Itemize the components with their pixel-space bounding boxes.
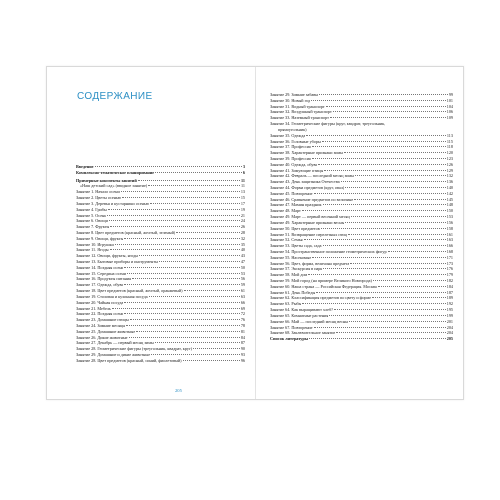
dot-leader xyxy=(109,220,240,221)
toc-entry-title: Занятие 41. Зимующие птицы xyxy=(270,167,324,173)
toc-entry-page: 132 xyxy=(446,173,453,179)
toc-entry-page: 6 xyxy=(242,169,245,175)
toc-entry-title: Занятие 28. Цвет предметов (красный, синий, фиолетовый) xyxy=(76,357,182,363)
toc-list-right xyxy=(270,92,453,342)
toc-entry-title: Занятие 54. Пространственное положение геометрических фигур xyxy=(270,248,387,254)
dot-leader xyxy=(388,251,446,252)
toc-entry-title: Занятие 31. Водный транспорт xyxy=(270,103,325,109)
toc-entry-page: 189 xyxy=(446,295,453,301)
dot-leader xyxy=(155,342,240,343)
dot-leader xyxy=(309,338,446,339)
toc-entry-title: Занятие 3. Деревья и кустарники осенью xyxy=(76,200,149,206)
toc-entry-title: Занятие 42. Февраль — последний месяц зимы xyxy=(270,173,354,179)
dot-leader xyxy=(176,232,240,233)
toc-entry-title: Занятие 5. Осень xyxy=(76,212,107,218)
toc-entry-title: «Наш детский сад» (вводное занятие) xyxy=(80,183,148,189)
toc-entry-page: 13 xyxy=(240,189,245,195)
dot-leader xyxy=(355,175,446,176)
dot-leader xyxy=(318,164,445,165)
dot-leader xyxy=(306,135,446,136)
dot-leader xyxy=(323,245,446,246)
dot-leader xyxy=(308,274,446,275)
toc-entry-page: 19 xyxy=(240,206,245,212)
dot-leader xyxy=(350,263,445,264)
dot-leader xyxy=(341,181,446,182)
toc-entry xyxy=(76,358,245,364)
dot-leader xyxy=(155,172,242,173)
page-heading: СОДЕРЖАНИЕ xyxy=(77,91,153,102)
toc-entry-title: Занятие 64. Как выращивают хлеб? xyxy=(270,307,334,313)
toc-entry-title: Занятие 22. Поздняя осень xyxy=(76,311,124,317)
toc-entry-title: Занятие 35. Одежда xyxy=(270,132,306,138)
toc-entry-title: Занятие 29. Зимние забавы xyxy=(270,92,319,97)
toc-entry-page: 53 xyxy=(240,270,245,276)
toc-entry-title: Занятие 49. Март — первый весенний месяц xyxy=(270,214,350,220)
toc-entry-page: 158 xyxy=(446,225,453,231)
toc-entry-title: Занятие 36. Головные уборы xyxy=(270,138,321,144)
toc-entry-page: 104 xyxy=(446,103,453,109)
toc-entry-page: 120 xyxy=(446,150,453,156)
toc-entry-page: 142 xyxy=(446,190,453,196)
toc-entry-title: Занятие 65. Комнатные растения xyxy=(270,312,329,318)
dot-leader xyxy=(312,158,445,159)
dot-leader xyxy=(110,226,239,227)
page-number: 205 xyxy=(175,388,182,393)
toc-entry-title: прямоугольник) xyxy=(278,126,307,132)
toc-entry-page: 81 xyxy=(240,328,245,334)
toc-entry-page: 96 xyxy=(240,357,245,363)
dot-leader xyxy=(122,197,240,198)
dot-leader xyxy=(321,228,446,229)
dot-leader xyxy=(311,100,445,101)
dot-leader xyxy=(373,280,446,281)
dot-leader xyxy=(110,249,240,250)
toc-entry-title: Занятие 47. Мамин праздник xyxy=(270,202,322,208)
toc-entry-title: Занятие 26. Дикие животные xyxy=(76,334,128,340)
toc-entry-title: Занятие 56. Цвет, форма, величина предмета xyxy=(270,260,350,266)
toc-entry-page: 163 xyxy=(446,237,453,243)
toc-entry-page: 21 xyxy=(240,212,245,218)
dot-leader xyxy=(124,313,239,314)
toc-entry-title: Занятие 61. День Победы xyxy=(270,289,316,295)
toc-entry-title: Занятие 40. Одежда, обувь xyxy=(270,161,318,167)
dot-leader xyxy=(312,146,445,147)
toc-entry-page: 201 xyxy=(446,318,453,324)
dot-leader xyxy=(139,255,240,256)
toc-entry-title: Занятие 51. Возвращение перелетных птиц xyxy=(270,231,347,237)
toc-entry-title: Занятие 66. Май — последний месяц весны xyxy=(270,318,349,324)
dot-leader xyxy=(130,319,240,320)
toc-entry-title: Занятие 9. Овощи, фрукты xyxy=(76,235,124,241)
toc-entry-page: 11 xyxy=(241,177,245,183)
toc-entry-title: Занятие 43. День защитника Отечества xyxy=(270,179,340,185)
toc-entry-title: Занятие 37. Профессии xyxy=(270,144,312,150)
toc-entry-title: Занятие 49. Характерные признаки весны xyxy=(270,219,345,225)
toc-entry-page: 26 xyxy=(240,224,245,230)
toc-entry-title: Занятие 8. Цвет предметов (красный, желтый, зеленый) xyxy=(76,229,176,235)
toc-entry-title: Занятие 7. Фрукты xyxy=(76,224,110,230)
toc-entry-title: Занятие 53. Цветы сада, сада xyxy=(270,243,322,249)
toc-entry-title: Занятие 29. Домашние и дикие животные xyxy=(76,352,151,357)
toc-entry-title: Занятие 11. Ягоды xyxy=(76,247,109,253)
dot-leader xyxy=(124,267,239,268)
toc-entry-title: Занятие 67. Повторение xyxy=(270,324,313,330)
toc-entry-title: Занятие 44. Форма предметов (круг, овал) xyxy=(270,185,345,190)
dot-leader xyxy=(136,331,240,332)
toc-entry-title: Занятие 28. Геометрические фигуры (треугольник, квадрат, круг) xyxy=(76,346,193,352)
toc-entry-title: Занятие 20. Чайная посуда xyxy=(76,299,124,305)
toc-entry-page: 87 xyxy=(240,340,245,346)
toc-entry-page: 145 xyxy=(446,196,453,202)
toc-entry-page: 161 xyxy=(446,231,453,237)
toc-entry xyxy=(76,170,245,176)
toc-entry-page: 47 xyxy=(240,259,245,264)
dot-leader xyxy=(324,170,445,171)
toc-entry-title: Занятие 25. Домашние животные xyxy=(76,328,136,334)
toc-entry-page: 204 xyxy=(446,330,453,336)
toc-entry-title: Занятие 14. Поздняя осень xyxy=(76,264,124,270)
toc-entry-title: Занятие 46. Сравнение предметов по величине xyxy=(270,196,354,202)
dot-leader xyxy=(326,106,446,107)
dot-leader xyxy=(348,234,446,235)
toc-entry-page: 11 xyxy=(240,183,245,189)
toc-entry-page: 184 xyxy=(446,283,453,289)
dot-leader xyxy=(150,203,240,204)
toc-entry-title: Занятие 21. Мебель xyxy=(76,305,111,311)
toc-entry-title: Занятие 12. Овощи, фрукты, ягоды xyxy=(76,253,139,259)
dot-leader xyxy=(322,141,446,142)
toc-entry-page: 3 xyxy=(242,164,245,169)
dot-leader xyxy=(193,348,240,349)
dot-leader xyxy=(344,152,446,153)
toc-entry-title: Занятие 27. Декабрь — первый месяц зимы xyxy=(76,340,154,346)
dot-leader xyxy=(304,239,446,240)
toc-entry-title: Занятие 24. Зимние месяцы xyxy=(76,322,126,328)
toc-entry-page: 59 xyxy=(240,282,245,288)
dot-leader xyxy=(345,187,445,188)
toc-entry-page: 99 xyxy=(448,92,453,97)
dot-leader xyxy=(183,360,240,361)
dot-leader xyxy=(124,302,239,303)
toc-entry-title: Комплексно-тематическое планирование xyxy=(76,169,155,175)
toc-entry-title: Занятие 57. Экскурсия в парк xyxy=(270,266,323,272)
toc-entry-title: Занятие 34. Геометрические фигуры (круг, квадрат, треугольник, xyxy=(270,121,386,127)
toc-entry-title: Занятие 23. Домашние птицы xyxy=(76,317,129,323)
toc-entry-page: 182 xyxy=(446,278,453,283)
toc-entry-title: Занятие 48. Март xyxy=(270,208,301,214)
toc-entry-page: 179 xyxy=(446,272,453,278)
toc-entry-page: 204 xyxy=(446,324,453,330)
dot-leader xyxy=(138,180,240,181)
dot-leader xyxy=(319,94,448,95)
toc-entry-title: Занятие 16. Продукты питания xyxy=(76,276,131,282)
dot-leader xyxy=(129,337,240,338)
dot-leader xyxy=(126,325,240,326)
toc-entry-title: Занятие 38. Характерные признаки зимы xyxy=(270,150,343,156)
dot-leader xyxy=(372,297,446,298)
toc-entry-page: 192 xyxy=(446,301,453,307)
dot-leader xyxy=(149,296,240,297)
toc-entry-title: Занятие 1. Начало осени xyxy=(76,189,120,195)
toc-entry-page: 50 xyxy=(240,264,245,270)
dot-leader xyxy=(316,292,445,293)
toc-entry-title: Занятие 13. Бытовые приборы и инструменты xyxy=(76,259,158,264)
toc-entry-page: 113 xyxy=(446,132,453,138)
toc-entry-title: Занятие 32. Воздушный транспорт xyxy=(270,109,332,115)
dot-leader xyxy=(107,215,240,216)
toc-entry-page: 69 xyxy=(240,305,245,311)
dot-leader xyxy=(333,111,446,112)
toc-entry-title: Занятие 60. Наша страна — Российская Федерация. Москва xyxy=(270,283,377,289)
toc-entry-title: Занятие 50. Цвет предметов xyxy=(270,225,320,231)
toc-entry-title: Занятие 68. Заключительное занятие xyxy=(270,330,336,336)
toc-entry-title: Занятие 45. Повторение xyxy=(270,190,313,196)
toc-entry-page: 166 xyxy=(446,243,453,249)
toc-entry-page: 168 xyxy=(446,248,453,254)
toc-entry-page: 199 xyxy=(446,312,453,318)
toc-entry-page: 156 xyxy=(446,219,453,225)
toc-entry-page: 129 xyxy=(446,167,453,173)
toc-entry-page: 140 xyxy=(446,185,453,190)
toc-entry-page: 24 xyxy=(240,218,245,224)
dot-leader xyxy=(323,204,446,205)
dot-leader xyxy=(302,303,445,304)
dot-leader xyxy=(314,193,446,194)
dot-leader xyxy=(124,238,239,239)
toc-entry-page: 118 xyxy=(446,144,453,150)
dot-leader xyxy=(115,244,240,245)
dot-leader xyxy=(151,354,240,355)
dot-leader xyxy=(302,210,446,211)
toc-entry-title: Занятие 2. Цветы осенью xyxy=(76,195,122,201)
dot-leader xyxy=(314,327,446,328)
toc-entry-title: Занятие 58. Мой дом xyxy=(270,272,308,278)
toc-entry-title: Занятие 15. Середина осени xyxy=(76,270,126,276)
toc-entry-title: Занятие 39. Профессии xyxy=(270,155,312,161)
dot-leader xyxy=(349,321,446,322)
right-page xyxy=(256,67,463,399)
toc-entry-page: 101 xyxy=(446,97,453,103)
toc-entry-page: 123 xyxy=(446,155,453,161)
dot-leader xyxy=(148,185,240,186)
toc-entry-title: Занятие 33. Наземный транспорт xyxy=(270,115,329,121)
dot-leader xyxy=(112,308,240,309)
toc-entry-title: Список литературы xyxy=(270,336,308,342)
dot-leader xyxy=(159,261,240,262)
toc-entry-page: 148 xyxy=(446,202,453,208)
toc-entry-page: 115 xyxy=(446,138,453,144)
toc-entry-page: 126 xyxy=(446,161,453,167)
dot-leader xyxy=(351,216,446,217)
toc-entry-title: Занятие 19. Столовая и кухонная посуда xyxy=(76,293,148,299)
toc-entry-title: Занятие 17. Одежда, обувь xyxy=(76,282,124,288)
toc-entry-page: 205 xyxy=(446,336,453,342)
dot-leader xyxy=(329,315,445,316)
dot-leader xyxy=(378,286,446,287)
dot-leader xyxy=(323,268,445,269)
dot-leader xyxy=(345,222,445,223)
toc-entry-page: 171 xyxy=(446,254,453,260)
toc-entry-page: 93 xyxy=(240,352,245,357)
toc-entry-page: 32 xyxy=(240,235,245,241)
toc-entry-title: Занятие 59. Мой город (на примере Великого Новгорода) xyxy=(270,278,372,283)
left-page xyxy=(47,67,255,399)
toc-entry-page: 40 xyxy=(240,247,245,253)
toc-entry-page: 84 xyxy=(240,334,245,340)
toc-entry-title: Введение xyxy=(76,164,94,169)
dot-leader xyxy=(184,290,240,291)
toc-entry-title: Занятие 55. Насекомые xyxy=(270,254,312,260)
dot-leader xyxy=(124,284,239,285)
book-spread xyxy=(46,66,464,400)
toc-entry-page: 106 xyxy=(446,109,453,115)
toc-entry-title: Занятие 52. Семья xyxy=(270,237,303,243)
toc-entry-page: 90 xyxy=(240,346,245,352)
toc-entry-page: 150 xyxy=(446,208,453,214)
toc-entry-page: 173 xyxy=(446,260,453,266)
toc-entry-page: 195 xyxy=(446,307,453,313)
toc-entry-page: 187 xyxy=(446,289,453,295)
dot-leader xyxy=(312,257,446,258)
dot-leader xyxy=(330,117,446,118)
toc-entry-page: 109 xyxy=(446,115,453,121)
toc-entry-page: 35 xyxy=(240,241,245,247)
toc-entry-title: Занятие 62. Классификация предметов по цвету и форме xyxy=(270,295,371,301)
toc-entry-page: 15 xyxy=(240,195,245,201)
dot-leader xyxy=(336,332,445,333)
toc-entry-title: Примерные конспекты занятий xyxy=(76,177,137,183)
toc-entry-title: Занятие 63. Рыбы xyxy=(270,301,302,307)
dot-leader xyxy=(132,278,240,279)
dot-leader xyxy=(121,191,240,192)
toc-entry-title: Занятие 10. Игрушки xyxy=(76,241,114,247)
toc-entry-page: 61 xyxy=(240,288,245,294)
dot-leader xyxy=(354,199,445,200)
toc-entry-page: 76 xyxy=(240,317,245,323)
toc-entry-page: 17 xyxy=(240,200,245,206)
toc-entry-page: 136 xyxy=(446,179,453,185)
toc-entry-title: Занятие 30. Новый год xyxy=(270,97,311,103)
toc-entry-page: 63 xyxy=(240,293,245,299)
toc-entry-page: 153 xyxy=(446,214,453,220)
toc-entry-title: Занятие 4. Грибы xyxy=(76,206,107,212)
dot-leader xyxy=(334,309,446,310)
toc-list-left xyxy=(76,164,245,364)
dot-leader xyxy=(127,273,240,274)
toc-entry-title: Занятие 6. Овощи xyxy=(76,218,108,224)
dot-leader xyxy=(108,209,240,210)
toc-entry-page: 28 xyxy=(240,229,245,235)
toc-entry-page: 43 xyxy=(240,253,245,259)
toc-entry-page: 78 xyxy=(240,322,245,328)
toc-entry-page: 66 xyxy=(240,299,245,305)
toc-entry-page: 72 xyxy=(240,311,245,317)
toc-entry-page: 56 xyxy=(240,276,245,282)
dot-leader xyxy=(95,166,242,167)
toc-entry-title: Занятие 18. Цвет предметов (красный, желтый, оранжевый) xyxy=(76,288,183,294)
toc-entry xyxy=(270,336,453,342)
toc-entry-page: 176 xyxy=(446,266,453,272)
